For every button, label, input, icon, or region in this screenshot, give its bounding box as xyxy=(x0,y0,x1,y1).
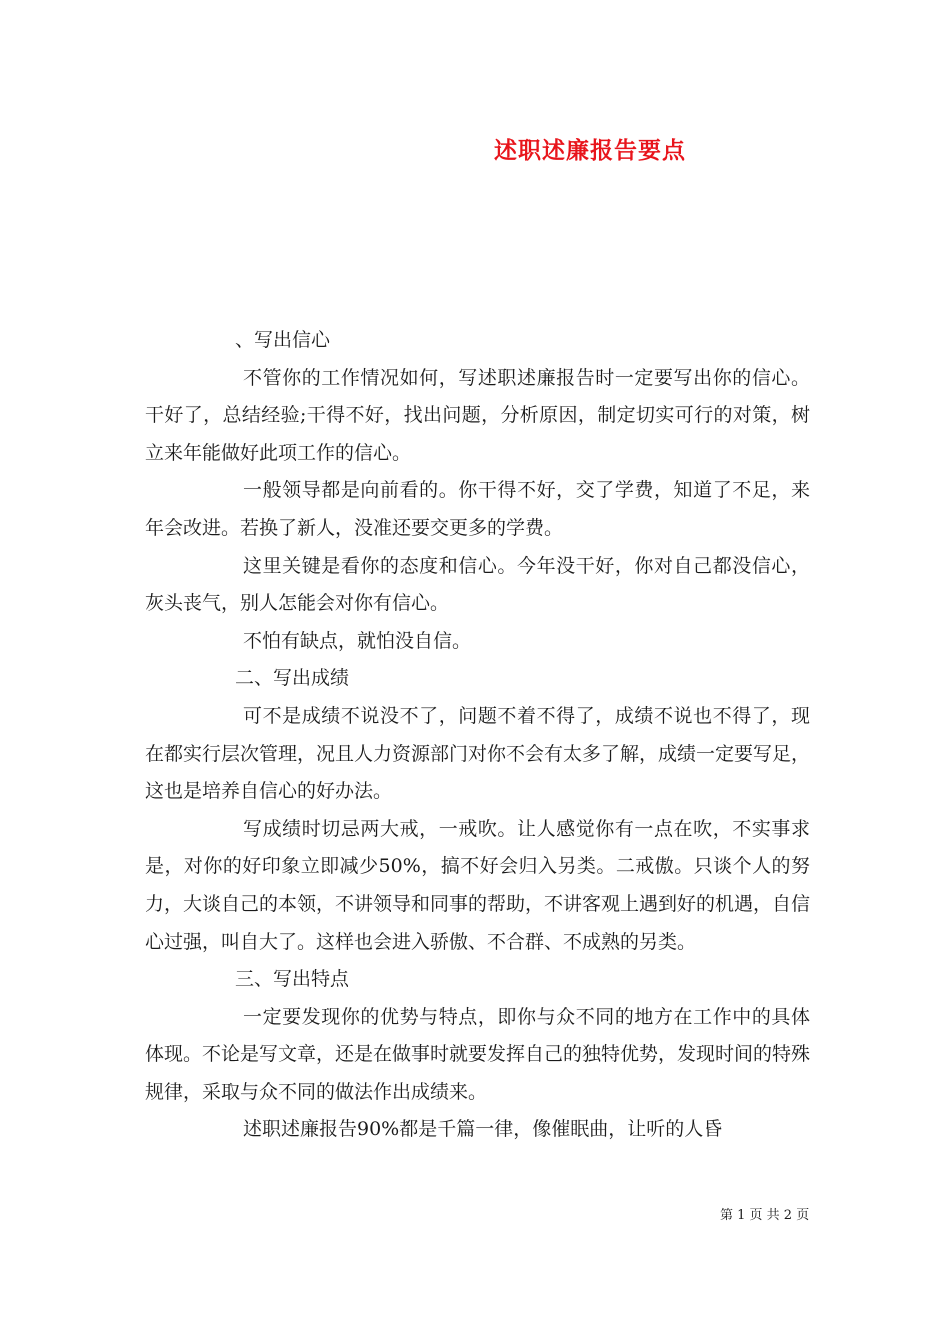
document-title: 述职述廉报告要点 xyxy=(494,137,686,164)
section-heading: 、写出信心 xyxy=(235,329,331,351)
page-footer: 第 1 页 共 2 页 xyxy=(720,1208,810,1223)
paragraph: 写成绩时切忌两大戒，一戒吹。让人感觉你有一点在吹，不实事求是，对你的好印象立即减少50%，搞不好会归入另类。二戒傲。只谈个人的努力，大谈自己的本领，不讲领导和同事的帮助，不讲客观上遇到好的机遇，自信心过强，叫自大了。这样也会进入骄傲、不合群、不成熟的另类。 xyxy=(145,817,811,953)
paragraph: 可不是成绩不说没不了，问题不着不得了，成绩不说也不得了，现在都实行层次管理，况且人力资源部门对你不会有太多了解，成绩一定要写足，这也是培养自信心的好办法。 xyxy=(145,704,811,803)
section-heading: 三、写出特点 xyxy=(235,968,350,991)
paragraph: 不管你的工作情况如何，写述职述廉报告时一定要写出你的信心。干好了，总结经验;干得不好，找出问题，分析原因，制定切实可行的对策，树立来年能做好此项工作的信心。 xyxy=(145,366,810,464)
paragraph: 这里关键是看你的态度和信心。今年没干好，你对自己都没信心，灰头丧气，别人怎能会对你有信心。 xyxy=(145,554,810,615)
section-heading: 二、写出成绩 xyxy=(235,667,350,690)
paragraph: 不怕有缺点，就怕没自信。 xyxy=(243,629,472,652)
paragraph: 述职述廉报告90%都是千篇一律，像催眠曲，让听的人昏 xyxy=(243,1118,723,1141)
paragraph: 一定要发现你的优势与特点，即你与众不同的地方在工作中的具体体现。不论是写文章，还是在做事时就要发挥自己的独特优势，发现时间的特殊规律，采取与众不同的做法作出成绩来。 xyxy=(145,1005,811,1103)
paragraph: 一般领导都是向前看的。你干得不好，交了学费，知道了不足，来年会改进。若换了新人，没准还要交更多的学费。 xyxy=(145,479,810,539)
document-body xyxy=(145,322,810,1149)
